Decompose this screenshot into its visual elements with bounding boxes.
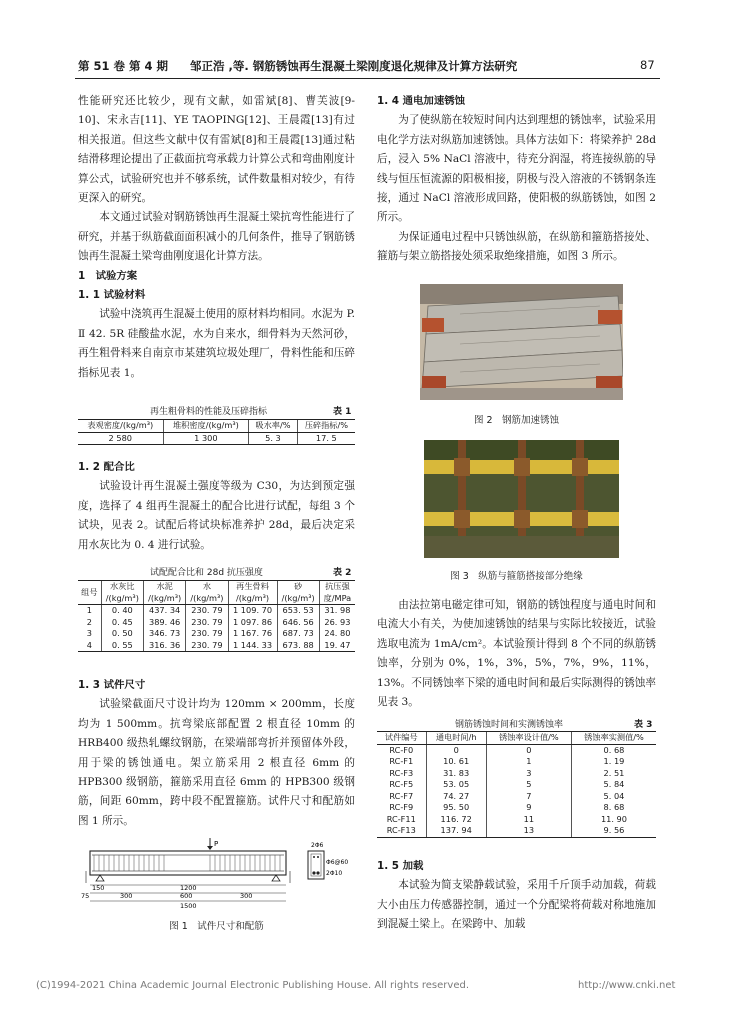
fig1-load-label: P xyxy=(214,840,219,848)
table-cell: RC-F5 xyxy=(389,779,414,789)
left-column-top xyxy=(78,92,355,383)
table2-header: 水泥 /(kg/m³) xyxy=(143,581,185,605)
table2-number: 表 2 xyxy=(333,568,352,578)
table3-header: 锈蚀率设计值/% xyxy=(486,732,571,745)
table-row xyxy=(377,768,656,780)
table-cell: 26. 93 xyxy=(319,617,355,629)
table-cell: 1 097. 86 xyxy=(228,617,277,629)
table-cell: 687. 73 xyxy=(277,628,319,640)
table-cell: 673. 88 xyxy=(277,640,319,652)
table-cell: RC-F0 xyxy=(389,744,414,755)
fig1-top-bar-label: 2Φ6 xyxy=(311,842,324,849)
table-cell: 653. 53 xyxy=(277,605,319,617)
table-cell: 31. 83 xyxy=(426,768,486,780)
table1-caption: 再生粗骨料的性能及压碎指标 xyxy=(150,407,268,417)
figure-2-caption: 图 2 钢筋加速锈蚀 xyxy=(473,415,560,426)
fig1-cross-section xyxy=(308,851,324,879)
fig1-bottom-bar-label: 2Φ10 xyxy=(326,870,343,877)
table-cell: 1. 19 xyxy=(571,756,656,768)
table-cell: 7 xyxy=(486,791,571,803)
table3-header: 锈蚀率实测值/% xyxy=(571,732,656,745)
table-row xyxy=(78,628,355,640)
table-cell: 0. 40 xyxy=(101,605,143,617)
table-cell: 116. 72 xyxy=(426,814,486,826)
table2-header: 砂 /(kg/m³) xyxy=(277,581,319,605)
table2-header: 再生骨料 /(kg/m³) xyxy=(228,581,277,605)
table1-header: 堆积密度/(kg/m³) xyxy=(163,420,249,433)
page-number: 87 xyxy=(640,58,655,72)
table3-header: 试件编号 xyxy=(377,732,426,745)
table-row xyxy=(377,791,656,803)
section-1-2-text: 试验设计再生混凝土强度等级为 C30，为达到预定强度，选择了 4 组再生混凝土的配合比进行试配，每组 3 个试块，见表 2。试配后将试块标准养护 28d，最后决定采用水灰比为 0. 4 进行试验。 xyxy=(78,480,355,551)
table-row xyxy=(377,756,656,768)
section-1-2-heading: 1. 2 配合比 xyxy=(78,461,135,473)
table-cell: 2 xyxy=(86,616,92,627)
section-1-4-text-a: 为了使纵筋在较短时间内达到理想的锈蚀率，试验采用电化学方法对纵筋加速锈蚀。具体方法如下：将梁养护 28d 后，浸入 5% NaCl 溶液中，待充分润湿，将连接纵筋的导线与恒压恒流源的阳极相接，阴极与没入溶液的不锈钢条连接，通过 NaCl 溶液形成回路，使阳极的纵筋锈蚀，如图 2 所示。 xyxy=(377,114,656,224)
section-1-4-text-b: 为保证通电过程中只锈蚀纵筋，在纵筋和箍筋搭接处、箍筋与架立筋搭接处须采取绝缘措施，如图 3 所示。 xyxy=(377,230,656,263)
table-row xyxy=(78,432,355,445)
table-cell: 0. 55 xyxy=(101,640,143,652)
table1-number: 表 1 xyxy=(333,407,352,417)
table-1 xyxy=(78,419,355,445)
table2-caption: 试配配合比和 28d 抗压强度 xyxy=(150,568,263,578)
table-cell: 3 xyxy=(86,628,92,638)
table-cell: 1 xyxy=(86,605,92,615)
table-cell: 346. 73 xyxy=(143,628,185,640)
table-cell: 11 xyxy=(486,814,571,826)
table-cell: 0. 45 xyxy=(101,617,143,629)
table-row xyxy=(377,779,656,791)
table-cell: 5. 84 xyxy=(571,779,656,791)
fig1-dim-75: 75 xyxy=(81,892,90,900)
figure-2-corrosion-photo xyxy=(420,284,623,400)
table-cell: 646. 56 xyxy=(277,617,319,629)
copyright-footer: (C)1994-2021 China Academic Journal Electronic Publishing House. All rights reserved. xyxy=(36,980,469,991)
table-cell: 1 300 xyxy=(163,432,249,445)
table-cell: RC-F1 xyxy=(389,756,414,766)
section-1-1-heading: 1. 1 试验材料 xyxy=(78,289,146,302)
fig1-dim-300b: 300 xyxy=(240,892,253,900)
footer-url[interactable]: http://www.cnki.net xyxy=(578,980,676,991)
fig1-dim-300: 300 xyxy=(120,892,133,900)
section-1-4-heading: 1. 4 通电加速锈蚀 xyxy=(377,95,465,107)
table-cell: 2. 51 xyxy=(571,768,656,780)
table-cell: 17. 5 xyxy=(297,432,355,445)
table-row xyxy=(78,640,355,652)
table-cell: 1 109. 70 xyxy=(228,605,277,617)
table2-header: 组号 xyxy=(78,581,101,605)
table-cell: 5 xyxy=(486,779,571,791)
table-cell: 437. 34 xyxy=(143,605,185,617)
table-cell: RC-F9 xyxy=(389,802,414,812)
table-row xyxy=(377,814,656,826)
table2-header: 水灰比 /(kg/m³) xyxy=(101,581,143,605)
table-cell: 24. 80 xyxy=(319,628,355,640)
table3-header: 通电时间/h xyxy=(426,732,486,745)
table-row xyxy=(78,617,355,629)
left-column-bottom xyxy=(78,676,355,831)
section-1-4-text-c: 由法拉第电磁定律可知，钢筋的锈蚀程度与通电时间和电流大小有关，为使加速锈蚀的结果与实际比较接近，试验选取电流为 1mA/cm²。本试验预计得到 8 个不同的纵筋锈蚀率，分别为 0%，1%，3%，5%，7%，9%，11%，13%。不同锈蚀率下梁的通电时间和最后实际测得的锈蚀率见表 3。 xyxy=(377,599,656,709)
table-3 xyxy=(377,731,656,838)
fig1-dim-1500: 1500 xyxy=(180,902,197,910)
section-1-heading: 1 试验方案 xyxy=(78,269,138,282)
table-cell: 0 xyxy=(486,744,571,756)
figure-3-caption: 图 3 纵筋与箍筋搭接部分绝缘 xyxy=(450,571,583,582)
section-1-3-heading: 1. 3 试件尺寸 xyxy=(78,679,146,691)
table-cell: RC-F13 xyxy=(377,825,426,837)
table-cell: 53. 05 xyxy=(426,779,486,791)
table-cell: 74. 27 xyxy=(426,791,486,803)
table-cell: 4 xyxy=(78,640,101,652)
table3-caption: 钢筋锈蚀时间和实测锈蚀率 xyxy=(455,720,564,730)
table-cell: 13 xyxy=(486,825,571,837)
table-cell: 95. 50 xyxy=(426,802,486,814)
table-2 xyxy=(78,580,355,652)
table-cell: RC-F7 xyxy=(389,790,414,801)
fig1-beam-elevation xyxy=(90,851,286,875)
fig1-stirrup-label: Φ6@60 xyxy=(326,859,349,866)
fig1-dim-600: 600 xyxy=(180,892,193,900)
table-row xyxy=(377,825,656,837)
fig1-dim-1200: 1200 xyxy=(180,884,197,892)
table-row xyxy=(377,802,656,814)
section-1-3-text: 试验梁截面尺寸设计均为 120mm × 200mm，长度均为 1 500mm。抗弯梁底部配置 2 根直径 10mm 的 HRB400 级热轧螺纹钢筋，在梁端部弯折并预留体外段，用于梁的锈蚀通电。架立筋采用 2 根直径 6mm 的 HPB300 级钢筋，箍筋采用直径 6mm 的 HPB300 级钢筋，间距 60mm，跨中段不配置箍筋。试件尺寸和配筋如图 1 所示。 xyxy=(78,698,355,827)
table-cell: 316. 36 xyxy=(143,640,185,652)
table-cell: 0. 50 xyxy=(101,628,143,640)
table-cell: RC-F11 xyxy=(386,813,416,824)
table-cell: 2 580 xyxy=(78,432,163,445)
right-column-bottom xyxy=(377,857,656,935)
figure-1-beam-drawing xyxy=(80,838,352,912)
left-column-mid xyxy=(78,458,355,555)
running-title: 邹正浩 ,等. 钢筋锈蚀再生混凝土梁刚度退化规律及计算方法研究 xyxy=(190,59,518,73)
table-cell: 0. 68 xyxy=(571,744,656,756)
table-cell: RC-F3 xyxy=(389,767,414,778)
table-cell: 5. 04 xyxy=(571,791,656,803)
table-cell: 5. 3 xyxy=(249,432,297,445)
table2-header: 水 /(kg/m³) xyxy=(186,581,228,605)
table-cell: 9 xyxy=(486,802,571,814)
table-cell: 230. 79 xyxy=(186,605,228,617)
intro-paragraph-1: 性能研究还比较少，现有文献，如雷斌[8]、曹芙波[9-10]、宋永吉[11]、YE TAOPING[12]、王晨霞[13]有过相关报道。但这些文献中仅有雷斌[8]和王晨霞[13]通过粘结滑移理论提出了正截面抗弯承载力计算公式和弯曲刚度计算公式，试验研究也并不够系统，试件数量相对较少，有待更深入的研究。 xyxy=(78,95,355,205)
table-cell: 1 144. 33 xyxy=(228,640,277,652)
table-cell: 230. 79 xyxy=(186,628,228,640)
intro-paragraph-2: 本文通过试验对钢筋锈蚀再生混凝土梁抗弯性能进行了研究，并基于纵筋截面面积减小的几何条件，推导了钢筋锈蚀再生混凝土梁弯曲刚度退化计算方法。 xyxy=(78,211,355,263)
right-column-top xyxy=(377,92,656,267)
table-cell: 389. 46 xyxy=(143,617,185,629)
section-1-5-heading: 1. 5 加载 xyxy=(377,860,424,872)
table-cell: 1 xyxy=(486,756,571,768)
table1-header: 表观密度/(kg/m³) xyxy=(78,420,163,433)
table-cell: 3 xyxy=(486,768,571,780)
journal-volume: 第 51 卷 第 4 期 xyxy=(78,59,169,73)
section-1-5-text: 本试验为简支梁静载试验，采用千斤顶手动加载，荷载大小由压力传感器控制，通过一个分配梁将荷载对称地施加到混凝土梁上。在梁跨中、加载 xyxy=(377,879,656,931)
table2-header: 抗压强 度/MPa xyxy=(319,581,355,605)
table-cell: 8. 68 xyxy=(571,802,656,814)
table1-header: 压碎指标/% xyxy=(297,420,355,433)
table3-number: 表 3 xyxy=(634,720,653,730)
table1-header: 吸水率/% xyxy=(249,420,297,433)
right-column-mid xyxy=(377,596,656,712)
fig1-dim-150: 150 xyxy=(92,884,105,892)
table-cell: 11. 90 xyxy=(571,814,656,826)
table-cell: 9. 56 xyxy=(571,825,656,837)
table-row xyxy=(78,605,355,617)
table-cell: 10. 61 xyxy=(426,756,486,768)
table-row xyxy=(377,744,656,756)
figure-1-caption: 图 1 试件尺寸和配筋 xyxy=(169,921,264,932)
section-1-1-text: 试验中浇筑再生混凝土使用的原材料均相同。水泥为 P. Ⅱ 42. 5R 硅酸盐水泥，水为自来水，细骨料为天然河砂，再生粗骨料来自南京市某建筑垃圾处理厂，骨料性能和压碎指标见表 1。 xyxy=(78,308,355,379)
table-cell: 0 xyxy=(426,744,486,756)
table-cell: 1 167. 76 xyxy=(228,628,277,640)
table-cell: 230. 79 xyxy=(186,640,228,652)
table-cell: 230. 79 xyxy=(186,617,228,629)
header-rule xyxy=(75,78,660,79)
figure-3-insulation-photo xyxy=(424,440,619,558)
table-cell: 137. 94 xyxy=(426,825,486,837)
table-cell: 19. 47 xyxy=(319,640,355,652)
table-cell: 31. 98 xyxy=(319,605,355,617)
